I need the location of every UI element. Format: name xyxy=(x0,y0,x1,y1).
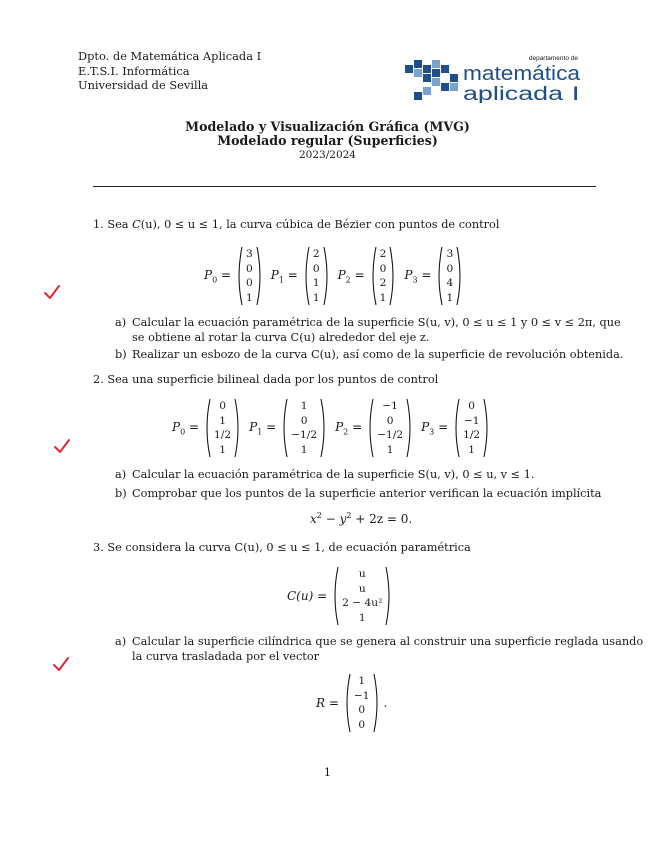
logo-word-aplicada: aplicada xyxy=(463,84,564,103)
matrix-entry: 2 − 4u² xyxy=(342,597,383,609)
matrix-entry: 0 xyxy=(358,704,366,716)
p3-curve-equation xyxy=(287,566,393,626)
right-paren xyxy=(255,246,264,306)
matrix-label-name: P xyxy=(270,267,279,282)
implicit-x-exp: 2 xyxy=(316,511,322,520)
p2-item-a-label: a) xyxy=(115,468,127,481)
matrix-entries xyxy=(375,399,405,457)
matrix-label: $P_2$ = xyxy=(337,267,365,285)
matrix-label: $P_0$ = xyxy=(204,267,232,285)
right-paren xyxy=(319,398,328,458)
p2-item-b-line1: Comprobar que los puntos de la superficie anterior verifican la ecuación implícita xyxy=(132,487,602,500)
column-matrix xyxy=(280,398,328,458)
matrix-label-name: P xyxy=(335,419,344,434)
matrix-label-subscript: 2 xyxy=(343,427,349,437)
matrix-entry: 0 xyxy=(246,277,253,289)
right-paren xyxy=(384,566,393,626)
matrix-entries xyxy=(311,247,322,305)
matrix-label-name: C(u) xyxy=(287,589,314,603)
matrix-label: $P_3$ = xyxy=(404,267,432,285)
matrix-entry: 0 xyxy=(358,718,366,731)
matrix-entry: −1 xyxy=(463,414,480,427)
matrix-entry: 1 xyxy=(246,291,253,304)
matrix-entry: 0 xyxy=(300,414,308,427)
matrix-entry: 2 xyxy=(379,277,387,289)
page-number: 1 xyxy=(323,766,332,779)
document-header xyxy=(0,120,655,162)
matrix-entry: 1 xyxy=(468,443,476,456)
matrix-entry: 2 xyxy=(379,248,387,260)
matrix-entry: 2 xyxy=(312,248,320,260)
right-paren xyxy=(482,398,491,458)
matrix-entry: 0 xyxy=(219,400,226,412)
column-matrix xyxy=(343,673,381,733)
matrix-entry: −1/2 xyxy=(291,429,318,441)
right-paren xyxy=(372,673,381,733)
p3-item-a-line1: Calcular la superficie cilíndrica que se genera al construir una superficie reglada usando xyxy=(132,635,644,648)
p1-item-a-line1: Calcular la ecuación paramétrica de la superficie S(u, v), 0 ≤ u ≤ 1 y 0 ≤ v ≤ 2π, que xyxy=(132,316,621,329)
checkmark-icon xyxy=(52,656,70,672)
implicit-rest: + 2z = 0. xyxy=(351,512,413,526)
matrix-entries xyxy=(461,399,482,457)
checkmark-icon xyxy=(43,284,61,300)
matrix-label: $P_0$ = xyxy=(172,419,200,437)
matrix-label-name: P xyxy=(172,419,181,434)
problem-intro-text: Se considera la curva C(u), 0 ≤ u ≤ 1, de ecuación paramétrica xyxy=(107,541,471,554)
p3-item-a-line2: la curva trasladada por el vector xyxy=(132,650,320,663)
left-paren xyxy=(302,246,311,306)
p1-item-b-label: b) xyxy=(115,348,127,361)
left-paren xyxy=(343,673,352,733)
left-paren xyxy=(203,398,212,458)
matrix-entries xyxy=(444,247,455,305)
column-matrix xyxy=(452,398,491,458)
problem-number: 3. xyxy=(93,541,104,554)
problem-number: 2. xyxy=(93,373,104,386)
matrix-entry: 0 xyxy=(446,262,454,275)
column-matrix xyxy=(435,246,464,306)
checkmark-icon xyxy=(53,438,71,454)
matrix-label: $P_1$ = xyxy=(270,267,298,285)
matrix-entry: −1/2 xyxy=(377,429,404,441)
matrix-label-subscript: 3 xyxy=(412,275,418,285)
right-paren xyxy=(455,246,464,306)
matrix-label-subscript: 2 xyxy=(345,275,351,285)
right-paren xyxy=(405,398,414,458)
matrix-entry: 1/2 xyxy=(463,429,481,441)
matrix-label-name: P xyxy=(204,267,213,282)
matrix-entry: u xyxy=(358,582,366,595)
column-matrix xyxy=(235,246,264,306)
problem-3-statement xyxy=(93,541,471,555)
matrix-entry: 1 xyxy=(379,291,387,304)
academic-year: 2023/2024 xyxy=(299,149,356,161)
logo-top-text: departamento de xyxy=(528,55,578,62)
translation-vector xyxy=(316,673,387,733)
matrix-entries xyxy=(340,567,384,625)
matrix-entry: 1 xyxy=(312,291,320,304)
matrix-label: C(u) = xyxy=(287,589,328,603)
matrix-entry: 0 xyxy=(468,400,476,412)
matrix-entry: 1 xyxy=(219,414,226,427)
header-rule xyxy=(93,186,596,187)
matrix-label: $P_3$ = xyxy=(421,419,449,437)
matrix-label-name: R xyxy=(316,696,326,710)
matrix-entry: 3 xyxy=(446,248,454,260)
problem-1-statement xyxy=(93,218,499,232)
matrix-entry: 0 xyxy=(312,262,320,275)
problem-intro-text: Sea una superficie bilineal dada por los puntos de control xyxy=(107,373,439,386)
left-paren xyxy=(452,398,461,458)
matrix-entry: 3 xyxy=(246,248,253,260)
problem-intro-text: (u), 0 ≤ u ≤ 1, la curva cúbica de Bézier con puntos de control xyxy=(140,218,500,231)
p2-control-points xyxy=(172,398,491,458)
institution-block xyxy=(78,49,261,93)
matrix-label-subscript: 0 xyxy=(212,275,218,285)
column-matrix xyxy=(331,566,393,626)
left-paren xyxy=(435,246,444,306)
matrix-label-subscript: 3 xyxy=(429,427,435,437)
matrix-label-name: P xyxy=(337,267,346,282)
problem-2-statement xyxy=(93,373,438,387)
logo-mosaic-icon xyxy=(405,60,458,100)
matrix-label-name: P xyxy=(421,419,430,434)
right-paren xyxy=(322,246,331,306)
matrix-entry: 1 xyxy=(312,277,320,289)
right-paren xyxy=(388,246,397,306)
matrix-entry: 1 xyxy=(300,400,308,412)
left-paren xyxy=(366,398,375,458)
problem-intro-prefix: Sea xyxy=(107,218,133,231)
problem-number: 1. xyxy=(93,218,104,231)
p1-item-b-line1: Realizar un esbozo de la curva C(u), así como de la superficie de revolución obtenida. xyxy=(132,348,624,361)
matrix-label-name: P xyxy=(404,267,413,282)
matrix-label-name: P xyxy=(249,419,258,434)
logo-word-matematica: matemática xyxy=(463,63,581,85)
implicit-y-exp: 2 xyxy=(346,511,352,520)
p3-item-a-label: a) xyxy=(115,635,127,648)
p2-item-b-label: b) xyxy=(115,487,127,500)
implicit-y: y xyxy=(339,512,347,526)
problem-intro-math: C xyxy=(132,218,141,231)
p1-control-points xyxy=(204,246,464,306)
matrix-entry: 1 xyxy=(358,611,366,624)
matrix-entry: 0 xyxy=(386,414,394,427)
matrix-label: $P_2$ = xyxy=(335,419,363,437)
matrix-entry: u xyxy=(358,568,366,580)
left-paren xyxy=(331,566,340,626)
column-matrix xyxy=(302,246,331,306)
matrix-label-subscript: 0 xyxy=(180,427,186,437)
matrix-entry: 1 xyxy=(446,291,454,304)
matrix-entry: 1 xyxy=(358,675,366,687)
matrix-entries xyxy=(378,247,389,305)
implicit-x: x xyxy=(310,512,317,526)
p2-item-a-line1: Calcular la ecuación paramétrica de la superficie S(u, v), 0 ≤ u, v ≤ 1. xyxy=(132,468,535,481)
matrix-label-subscript: 1 xyxy=(278,275,284,285)
course-title: Modelado y Visualización Gráfica (MVG) xyxy=(185,119,470,134)
p1-item-a-label: a) xyxy=(115,316,127,329)
column-matrix xyxy=(369,246,398,306)
matrix-label: R = xyxy=(316,696,339,710)
matrix-entry: 1/2 xyxy=(214,429,232,441)
left-paren xyxy=(369,246,378,306)
column-matrix xyxy=(203,398,242,458)
matrix-entry: 1 xyxy=(219,443,226,456)
matrix-entries xyxy=(289,399,319,457)
matrix-entry: 0 xyxy=(246,262,253,275)
department-logo xyxy=(403,51,581,103)
left-paren xyxy=(280,398,289,458)
matrix-label: $P_1$ = xyxy=(249,419,277,437)
university-line: Universidad de Sevilla xyxy=(78,78,209,92)
school-line: E.T.S.I. Informática xyxy=(78,63,190,78)
topic-title: Modelado regular (Superficies) xyxy=(217,133,438,148)
matrix-entry: 4 xyxy=(446,277,454,289)
p1-item-a-line2: se obtiene al rotar la curva C(u) alrededor del eje z. xyxy=(132,331,430,344)
matrix-entry: 1 xyxy=(386,443,394,456)
left-paren xyxy=(235,246,244,306)
column-matrix xyxy=(366,398,414,458)
matrix-entries xyxy=(352,674,372,732)
matrix-entry: 0 xyxy=(379,262,387,275)
matrix-entry: 1 xyxy=(300,443,308,456)
logo-numeral: I xyxy=(573,84,579,103)
right-paren xyxy=(233,398,242,458)
matrix-label-subscript: 1 xyxy=(257,427,263,437)
implicit-equation: $x^2 - y^2 + 2z = 0$. xyxy=(310,511,413,526)
department-line: Dpto. de Matemática Aplicada I xyxy=(78,49,262,63)
matrix-entry: −1 xyxy=(353,689,370,702)
matrix-entries xyxy=(244,247,255,305)
matrix-entry: −1 xyxy=(382,400,398,412)
vector-period: . xyxy=(383,696,388,710)
matrix-entries xyxy=(212,399,233,457)
